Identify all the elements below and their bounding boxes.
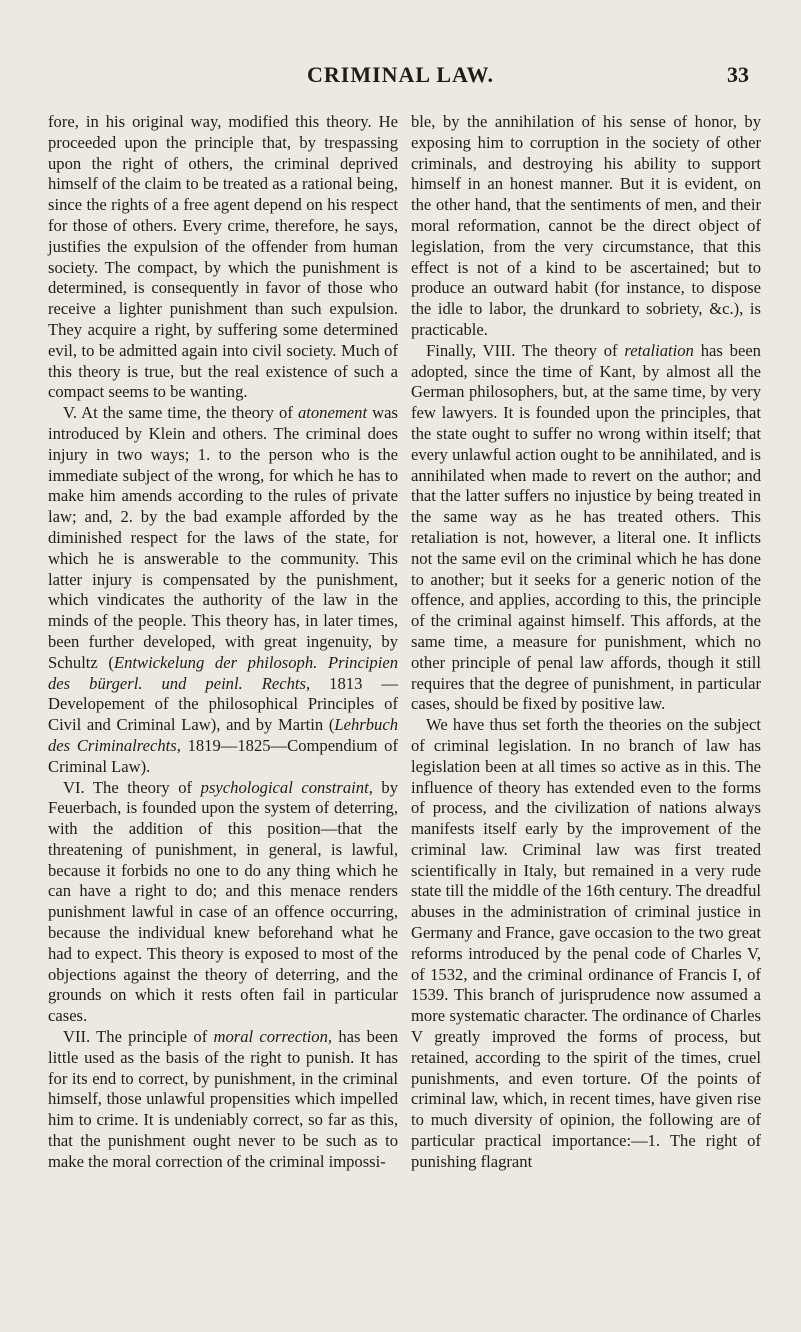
left-column [48,112,398,1173]
paragraph-psychological-constraint: VI. The theory of psychological constraint, by Feuerbach, is founded upon the system of deterring, with the addition of this position—that the threatening of punishment, in general, is lawful, because it forbids no one to do any thing which he can have a right to do; and this menace renders punishment lawful in case of an offence occurring, because the individual knew beforehand what he had to expect. This theory is exposed to most of the objections against the theory of deterring, and the grounds on which it rests often fail in particular cases. [48,777,399,1026]
running-title: CRIMINAL LAW. [306,62,494,87]
paragraph-history-of-criminal-law: We have thus set forth the theories on the subject of criminal legislation. In no branch of law has legislation been at all times so active as in this. The influence of theory has extended even to the forms of process, and the civilization of nations always manifests itself early by the improvement of the criminal law. Criminal law was first treated scientifically in Italy, but remained in a very rude state till the middle of the 16th century. The dreadful abuses in the administration of criminal justice in Germany and France, gave occasion to the two great reforms introduced by the penal code of Charles V, of 1532, and the criminal ordinance of Francis I, of 1539. This branch of jurisprudence now assumed a more systematic character. The ordinance of Charles V greatly improved the forms of process, but retained, according to the spirit of the times, cruel punishments, and even torture. Of the points of criminal law, which, in recent times, have given rise to much diversity of opinion, the following are of particular practical importance:—1. The right of punishing flagrant [411,715,761,1171]
paragraph-moral-correction: VII. The principle of moral correction, has been little used as the basis of the right to punish. It has for its end to correct, by punishment, in the criminal himself, those unlawful propensities which impelled him to crime. It is undeniably correct, so far as this, that the punishment ought never to be such as to make the moral correction of the criminal impossi- [48,1027,399,1171]
page-number: 33 [727,62,749,87]
right-column [411,112,761,1173]
paragraph-moral-correction-continued: ble, by the annihilation of his sense of honor, by exposing him to corruption in the society of other criminals, and destroying his ability to support himself in an honest manner. But it is evident, on the other hand, that the sentiments of men, and their moral reformation, cannot be the direct object of legislation, from the very circumstance, that this effect is not of a kind to be ascertained; but to produce an outward habit (for instance, to dispose the idle to labor, the drunkard to sobriety, &c.), is practicable. [411,112,761,339]
paragraph-atonement-theory: V. At the same time, the theory of atonement was introduced by Klein and others. The criminal does injury in two ways; 1. to the person who is the immediate subject of the wrong, for which he has to make him amends according to the rules of private law; and, 2. by the bad example afforded by the diminished respect for the laws of the state, for which he is answerable to the community. This latter injury is compensated by the punishment, which vindicates the authority of the law in the minds of the people. This theory has, in later times, been further developed, with great ingenuity, by Schultz (Entwickelung der philosoph. Principien des bürgerl. und peinl. Rechts, 1813 —Developement of the philosophical Principles of Civil and Criminal Law), and by Martin (Lehrbuch des Criminalrechts, 1819—1825—Compendium of Criminal Law). [48,403,398,776]
paragraph-kant-theory: fore, in his original way, modified this theory. He proceeded upon the principle that, by trespassing upon the right of others, the criminal deprived himself of the claim to be treated as a rational being, since the rights of a free agent depend on his respect for those of others. Every crime, therefore, he says, justifies the expulsion of the offender from human society. The compact, by which the punishment is determined, is consequently in favor of those who receive a lighter punishment than such expulsion. They acquire a right, by suffering some determined evil, to be admitted again into civil society. Much of this theory is true, but the real existence of such a compact seems to be wanting. [48,112,398,402]
paragraph-retaliation-theory: Finally, VIII. The theory of retaliation has been adopted, since the time of Kant, by almost all the German philosophers, but, at the same time, by very few lawyers. It is founded upon the principles, that the state ought to suffer no wrong within itself; that every unlawful action ought to be annihilated, and is annihilated when made to revert on the author; and that the latter suffers no injustice by being treated in the same way as he has treated others. This retaliation is not, however, a literal one. It inflicts not the same evil on the criminal which he has done to another; but it seeks for a generic notion of the offence, and applies, according to this, the principle of the criminal against himself. This affords, at the same time, a measure for punishment, which no other principle of penal law affords, though it still requires that the degree of punishment, in particular cases, should be fixed by positive law. [411,340,761,714]
page-header [0,62,801,92]
